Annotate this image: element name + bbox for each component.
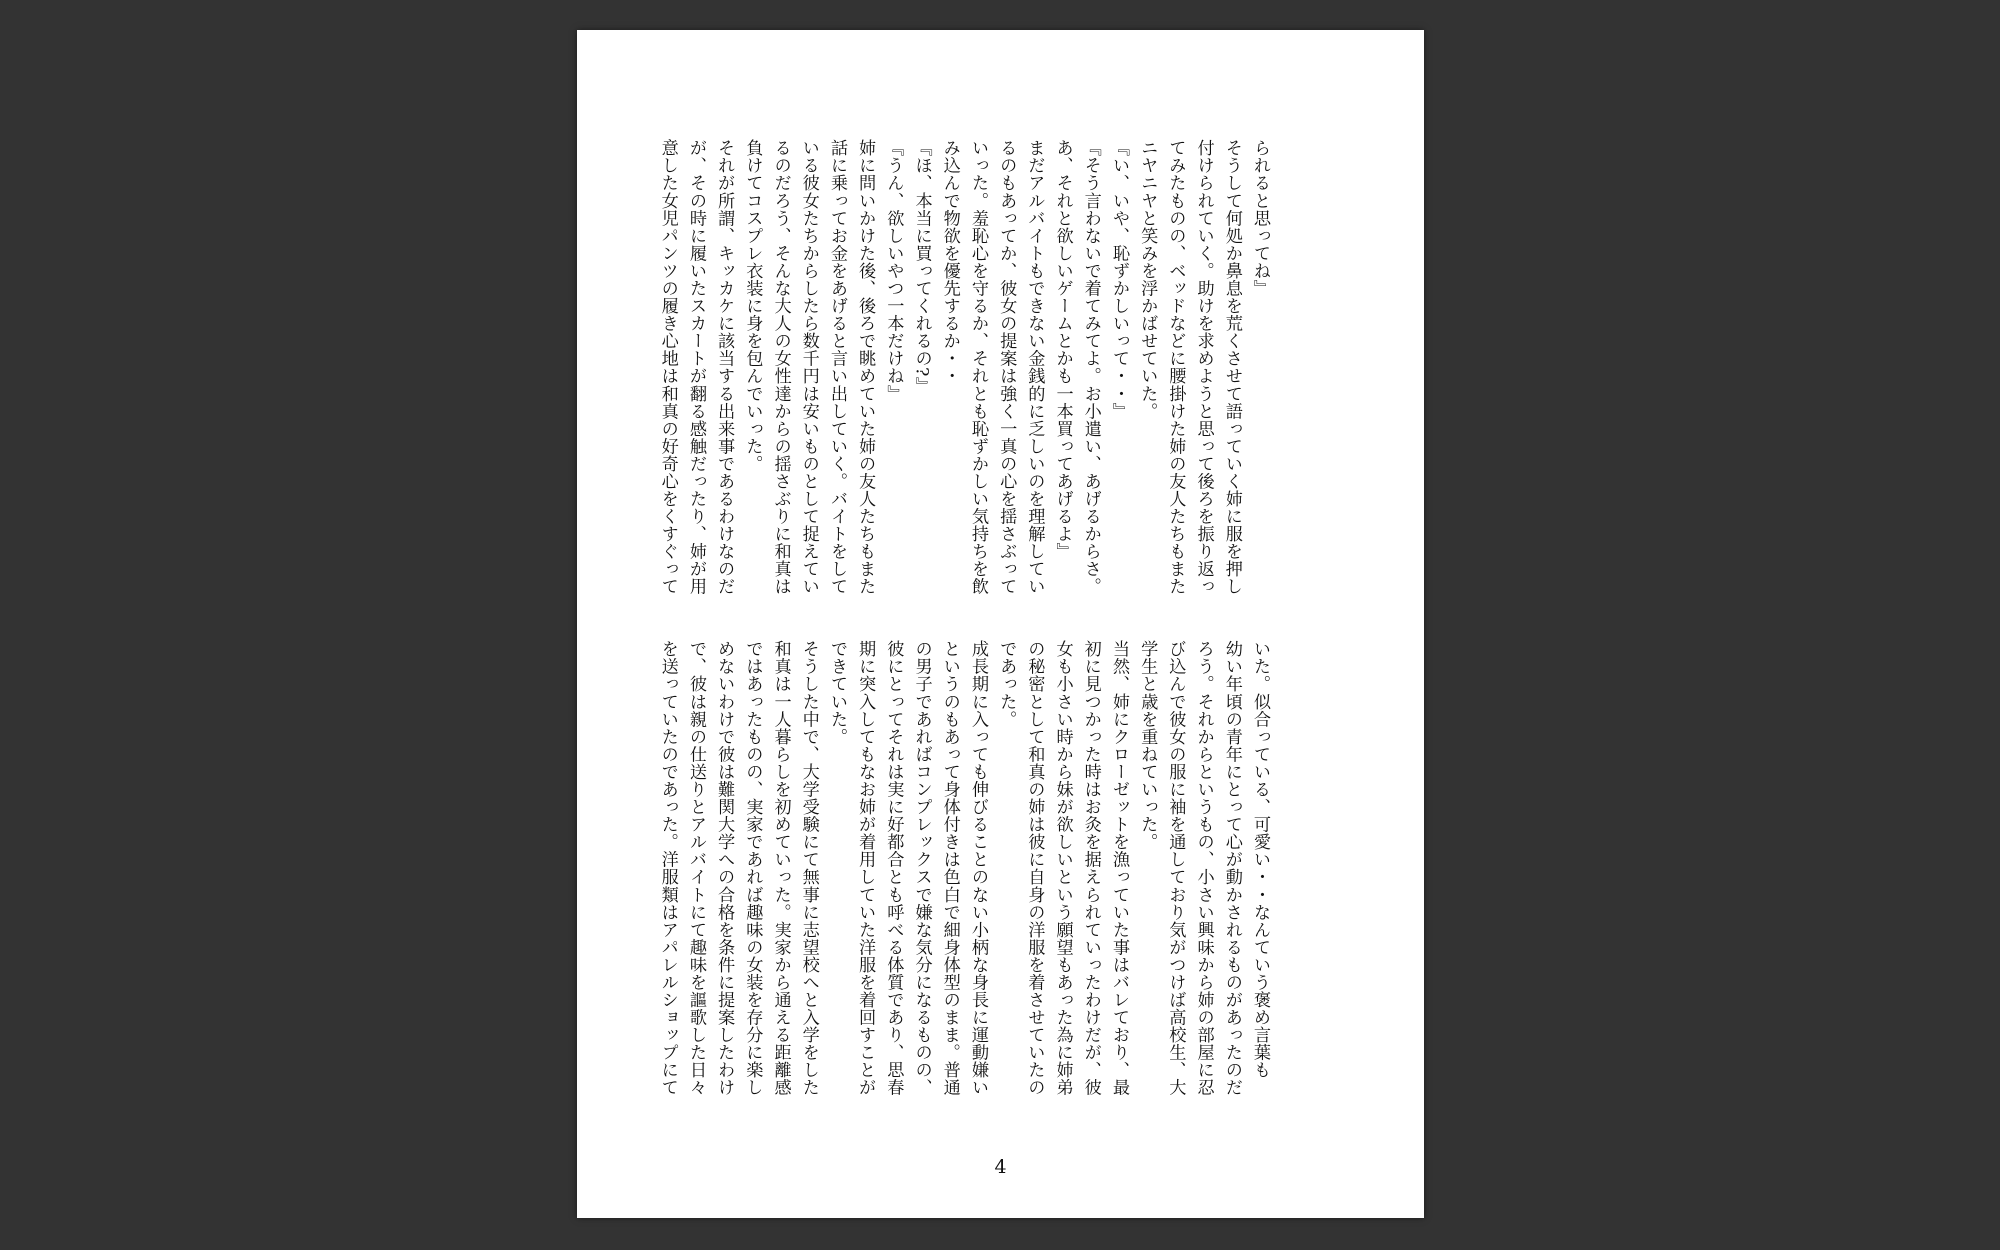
text-line: あ、それと欲しいゲームとかも一本買ってあげるよ』 (1052, 139, 1073, 561)
text-line: 彼にとってそれは実に好都合とも呼べる体質であり、思春 (883, 640, 904, 1097)
text-line: 『そう言わないで着てみてよ。お小遣い、あげるからさ。 (1080, 139, 1101, 596)
text-line: 負けてコスプレ衣装に身を包んでいった。 (742, 139, 763, 473)
text-line: そうして何処か鼻息を荒くさせて語っていく姉に服を押し (1221, 139, 1242, 596)
text-line: ニヤニヤと笑みを浮かばせていた。 (1137, 139, 1158, 420)
text-line: ではあったものの、実家であれば趣味の女装を存分に楽し (742, 640, 763, 1097)
text-line: まだアルバイトもできない金銭的に乏しいのを理解してい (1024, 139, 1045, 596)
text-line: で、彼は親の仕送りとアルバイトにて趣味を謳歌した日々 (685, 640, 706, 1097)
text-line: び込んで彼女の服に袖を通しており気がつけば高校生、大 (1165, 640, 1186, 1097)
text-line: そうした中で、大学受験にて無事に志望校へと入学をした (798, 640, 819, 1097)
text-line: の男子であればコンプレックスで嫌な気分になるものの、 (911, 640, 932, 1097)
text-line: であった。 (996, 640, 1017, 728)
text-line: それが所謂、キッカケに該当する出来事であるわけなのだ (714, 139, 735, 596)
text-line: 期に突入してもなお姉が着用していた洋服を着回すことが (855, 640, 876, 1097)
text-line: 『い、いや、恥ずかしいって・・』 (1108, 139, 1129, 420)
text-line: 意した女児パンツの履き心地は和真の好奇心をくすぐって (657, 139, 678, 596)
text-line: 学生と歳を重ねていった。 (1137, 640, 1158, 851)
text-line: てみたものの、ベッドなどに腰掛けた姉の友人たちもまた (1165, 139, 1186, 596)
text-line: 『うん、欲しいやつ一本だけね』 (883, 139, 904, 403)
text-line: というのもあって身体付きは色白で細身体型のまま。普通 (939, 640, 960, 1097)
text-line: 成長期に入っても伸びることのない小柄な身長に運動嫌い (967, 640, 988, 1097)
text-line: 姉に問いかけた後、後ろで眺めていた姉の友人たちもまた (855, 139, 876, 596)
text-line: 付けられていく。助けを求めようと思って後ろを振り返っ (1193, 139, 1214, 596)
text-line: いた。似合っている、可愛い・・なんていう褒め言葉も (1250, 640, 1270, 1079)
page-number: 4 (994, 1156, 1007, 1178)
text-line: 当然、姉にクローゼットを漁っていた事はバレており、最 (1108, 640, 1129, 1097)
text-line: 話に乗ってお金をあげると言い出していく。バイトをして (826, 139, 847, 596)
text-line: いる彼女たちからしたら数千円は安いものとして捉えてい (798, 139, 819, 596)
text-line: 幼い年頃の青年にとって心が動かされるものがあったのだ (1221, 640, 1242, 1097)
text-line: 女も小さい時から妹が欲しいという願望もあった為に姉弟 (1052, 640, 1073, 1097)
text-line: の秘密として和真の姉は彼に自身の洋服を着させていたの (1024, 640, 1045, 1097)
document-page (577, 30, 1424, 1218)
text-line: られると思ってね』 (1250, 139, 1270, 297)
text-line: できていた。 (826, 640, 847, 746)
text-line: 和真は一人暮らしを初めていった。実家から通える距離感 (770, 640, 791, 1097)
text-line: るのもあってか、彼女の提案は強く一真の心を揺さぶって (996, 139, 1017, 596)
text-line: 初に見つかった時はお灸を据えられていったわけだが、彼 (1080, 640, 1101, 1097)
text-line: ろう。それからというもの、小さい興味から姉の部屋に忍 (1193, 640, 1214, 1097)
text-line: が、その時に履いたスカートが翻る感触だったり、姉が用 (685, 139, 706, 596)
text-line: るのだろう、そんな大人の女性達からの揺さぶりに和真は (770, 139, 791, 596)
text-line: めないわけで彼は難関大学への合格を条件に提案したわけ (714, 640, 735, 1097)
text-block-top (657, 139, 1274, 632)
text-block-bottom (651, 640, 1274, 1133)
text-line: いった。羞恥心を守るか、それとも恥ずかしい気持ちを飲 (967, 139, 988, 596)
text-line: 『ほ、本当に買ってくれるの?』 (911, 139, 932, 395)
text-line: を送っていたのであった。洋服類はアパレルショップにて (657, 640, 678, 1097)
text-line: み込んで物欲を優先するか・・ (939, 139, 960, 385)
